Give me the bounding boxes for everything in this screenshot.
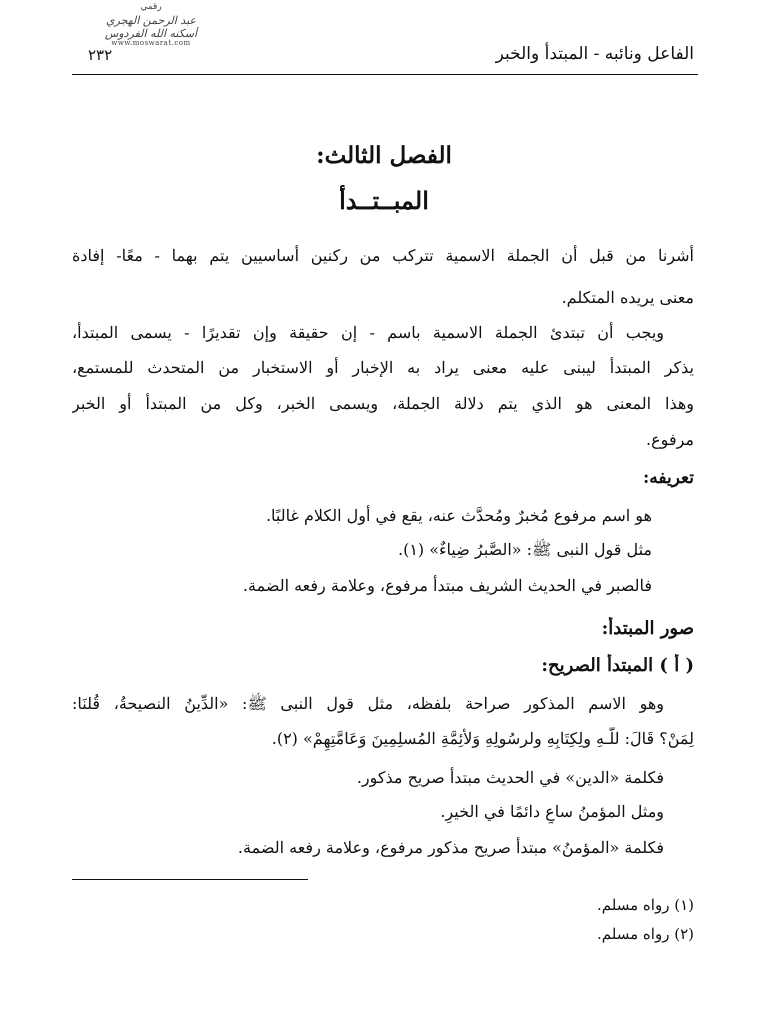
page-number: ٢٣٢ [88, 46, 113, 64]
footnote-2: (٢) رواه مسلم. [597, 925, 694, 943]
explicit-line-1: وهو الاسم المذكور صراحة بلفظه، مثل قول النبى ﷺ: «الدِّينُ النصيحةُ، قُلنَا: [72, 694, 664, 713]
definition-line-1: هو اسم مرفوع مُخبرٌ ومُحدَّث عنه، يقع في أول الكلام غالبًا. [265, 506, 652, 525]
stamp-line-3: أسكنه الله الفردوس [104, 27, 198, 40]
explicit-line-3: فكلمة «الدين» في الحديث مبتدأ صريح مذكور. [356, 768, 664, 787]
footnote-1: (١) رواه مسلم. [597, 896, 694, 914]
paragraph-2-line-3: وهذا المعنى هو الذي يتم دلالة الجملة، ويسمى الخبر، وكل من المبتدأ أو الخبر [72, 394, 694, 413]
stamp-line-2: عبد الرحمن الهجري [106, 14, 196, 27]
explicit-line-4: ومثل المؤمنُ ساعٍ دائمًا في الخيرِ. [440, 802, 664, 821]
paragraph-2-line-2: يذكر المبتدأ ليبنى عليه معنى يراد به الإخبار أو الاستخبار من المتحدث للمستمع، [72, 358, 694, 377]
running-title: الفاعل ونائبه - المبتدأ والخبر [495, 44, 694, 64]
header-divider [72, 74, 698, 75]
chapter-title: الفصل الثالث: [316, 142, 452, 169]
scanner-stamp [76, 2, 226, 46]
chapter-subtitle: المبــتــدأ [339, 186, 429, 215]
stamp-url: www.moswarat.com [111, 39, 191, 47]
definition-line-3: فالصبر في الحديث الشريف مبتدأ مرفوع، وعلامة رفعه الضمة. [242, 576, 652, 595]
definition-heading: تعريفه: [642, 468, 694, 488]
footnote-divider [72, 879, 308, 880]
paragraph-1-line-2: معنى يريده المتكلم. [561, 288, 694, 307]
forms-heading: صور المبتدأ: [601, 618, 694, 639]
stamp-line-1: رقمي [140, 2, 162, 12]
paragraph-2-line-1: ويجب أن تبتدئ الجملة الاسمية باسم - إن حقيقة وإن تقديرًا - يسمى المبتدأ، [72, 323, 664, 342]
explicit-line-2: لِمَنْ؟ قَالَ: للَّـهِ ولِكِتَابِهِ ولرسُولِهِ وَلأئِمَّةِ المُسلِمِينَ وَعَامَّتِهِمْ» (٢). [271, 729, 694, 748]
explicit-subject-heading: ( أ ) المبتدأ الصريح: [541, 655, 694, 676]
paragraph-2-line-4: مرفوع. [646, 430, 694, 449]
definition-line-2: مثل قول النبى ﷺ: «الصَّبرُ ضِياءٌ» (١). [397, 540, 652, 559]
explicit-line-5: فكلمة «المؤمنُ» مبتدأ صريح مذكور مرفوع، وعلامة رفعه الضمة. [237, 838, 664, 857]
paragraph-1-line-1: أشرنا من قبل أن الجملة الاسمية تتركب من ركنين أساسيين يتم بهما - معًا- إفادة [72, 246, 694, 265]
